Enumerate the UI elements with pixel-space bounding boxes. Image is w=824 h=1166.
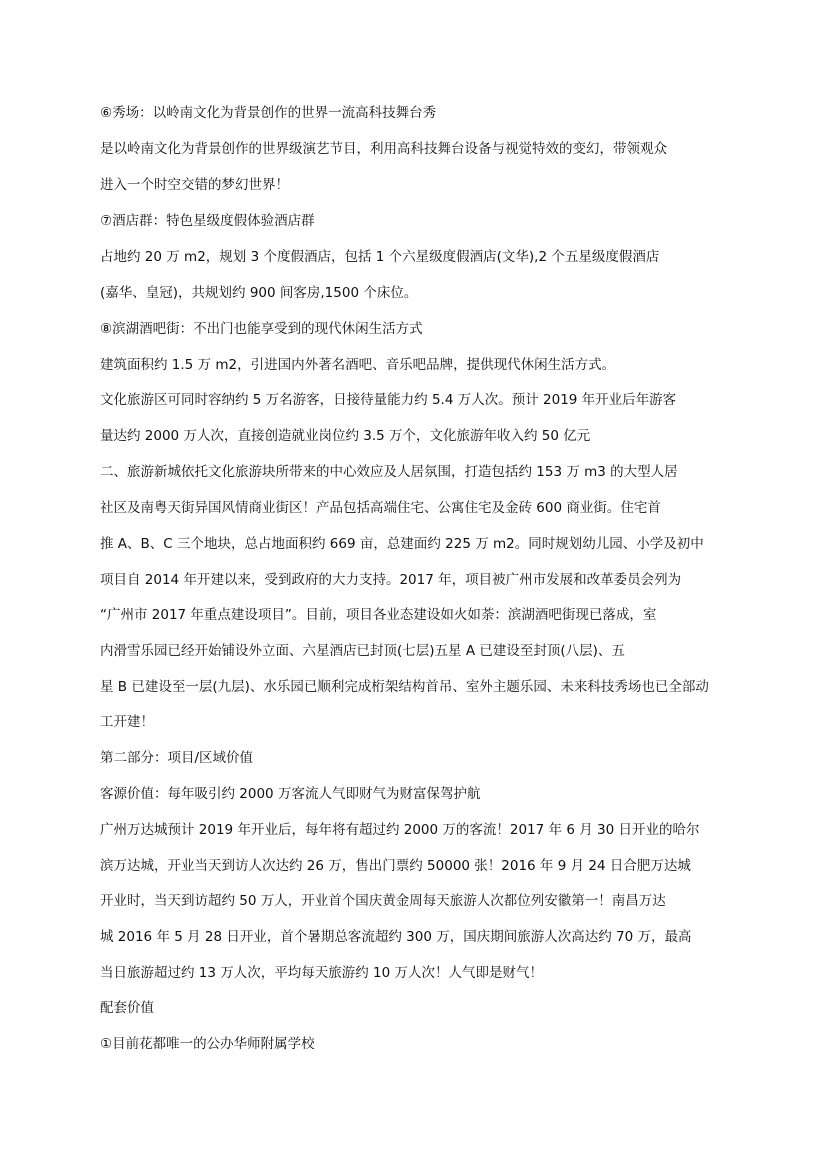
paragraph-line: 二、旅游新城依托文化旅游块所带来的中心效应及人居氛围，打造包括约 153 万 m3 的大型人居 (100, 464, 678, 480)
paragraph-line: 内滑雪乐园已经开始铺设外立面、六星酒店已封顶(七层)五星 A 已建设至封顶(八层)、五 (100, 643, 625, 659)
paragraph-heading-bar-street: ⑧滨湖酒吧街：不出门也能享受到的现代休闲生活方式 (100, 321, 423, 337)
paragraph-heading-hotels: ⑦酒店群：特色星级度假体验酒店群 (100, 213, 315, 229)
section-heading-part-two: 第二部分：项目/区域价值 (100, 750, 254, 766)
paragraph-line: 广州万达城预计 2019 年开业后，每年将有超过约 2000 万的客流！2017 年 6 月 30 日开业的哈尔 (100, 822, 700, 838)
paragraph-line: 当日旅游超过约 13 万人次，平均每天旅游约 10 万人次！人气即是财气！ (100, 965, 544, 981)
paragraph-line: 文化旅游区可同时容纳约 5 万名游客，日接待量能力约 5.4 万人次。预计 2019 年开业后年游客 (100, 392, 677, 408)
paragraph-line: 进入一个时空交错的梦幻世界！ (100, 177, 289, 193)
paragraph-line: 星 B 已建设至一层(九层)、水乐园已顺利完成桁架结构首吊、室外主题乐园、未来科技秀场也已全部动 (100, 679, 709, 695)
paragraph-heading-visitor-value: 客源价值：每年吸引约 2000 万客流人气即财气为财富保驾护航 (100, 786, 481, 802)
paragraph-line: (嘉华、皇冠)，共规划约 900 间客房,1500 个床位。 (100, 285, 418, 301)
paragraph-line: 项目自 2014 年开建以来，受到政府的大力支持。2017 年，项目被广州市发展和改革委员会列为 (100, 572, 682, 588)
paragraph-line: 量达约 2000 万人次，直接创造就业岗位约 3.5 万个，文化旅游年收入约 50 亿元 (100, 428, 591, 444)
paragraph-line: 建筑面积约 1.5 万 m2，引进国内外著名酒吧、音乐吧品牌，提供现代休闲生活方式。 (100, 357, 616, 373)
paragraph-line: 推 A、B、C 三个地块，总占地面积约 669 亩，总建面约 225 万 m2。同时规划幼儿园、小学及初中 (100, 536, 704, 552)
paragraph-line: 社区及南粤天街异国风情商业街区！产品包括高端住宅、公寓住宅及金砖 600 商业街。住宅首 (100, 500, 661, 516)
paragraph-line: 滨万达城，开业当天到访人次达约 26 万，售出门票约 50000 张！2016 年 9 月 24 日合肥万达城 (100, 858, 691, 874)
paragraph-line: 占地约 20 万 m2，规划 3 个度假酒店，包括 1 个六星级度假酒店(文华),2 个五星级度假酒店 (100, 249, 660, 265)
paragraph-line: 是以岭南文化为背景创作的世界级演艺节目，利用高科技舞台设备与视觉特效的变幻，带领观众 (100, 141, 667, 157)
paragraph-line: “广州市 2017 年重点建设项目”。目前，项目各业态建设如火如荼：滨湖酒吧街现已落成，室 (100, 607, 657, 623)
paragraph-heading-school: ①目前花都唯一的公办华师附属学校 (100, 1036, 315, 1052)
paragraph-heading-show: ⑥秀场：以岭南文化为背景创作的世界一流高科技舞台秀 (100, 105, 437, 121)
paragraph-line: 城 2016 年 5 月 28 日开业，首个暑期总客流超约 300 万，国庆期间旅游人次高达约 70 万，最高 (100, 929, 692, 945)
paragraph-line: 开业时，当天到访超约 50 万人，开业首个国庆黄金周每天旅游人次都位列安徽第一！南昌万达 (100, 893, 666, 909)
section-heading-facilities: 配套价值 (100, 1000, 154, 1016)
paragraph-line: 工开建！ (100, 714, 154, 730)
